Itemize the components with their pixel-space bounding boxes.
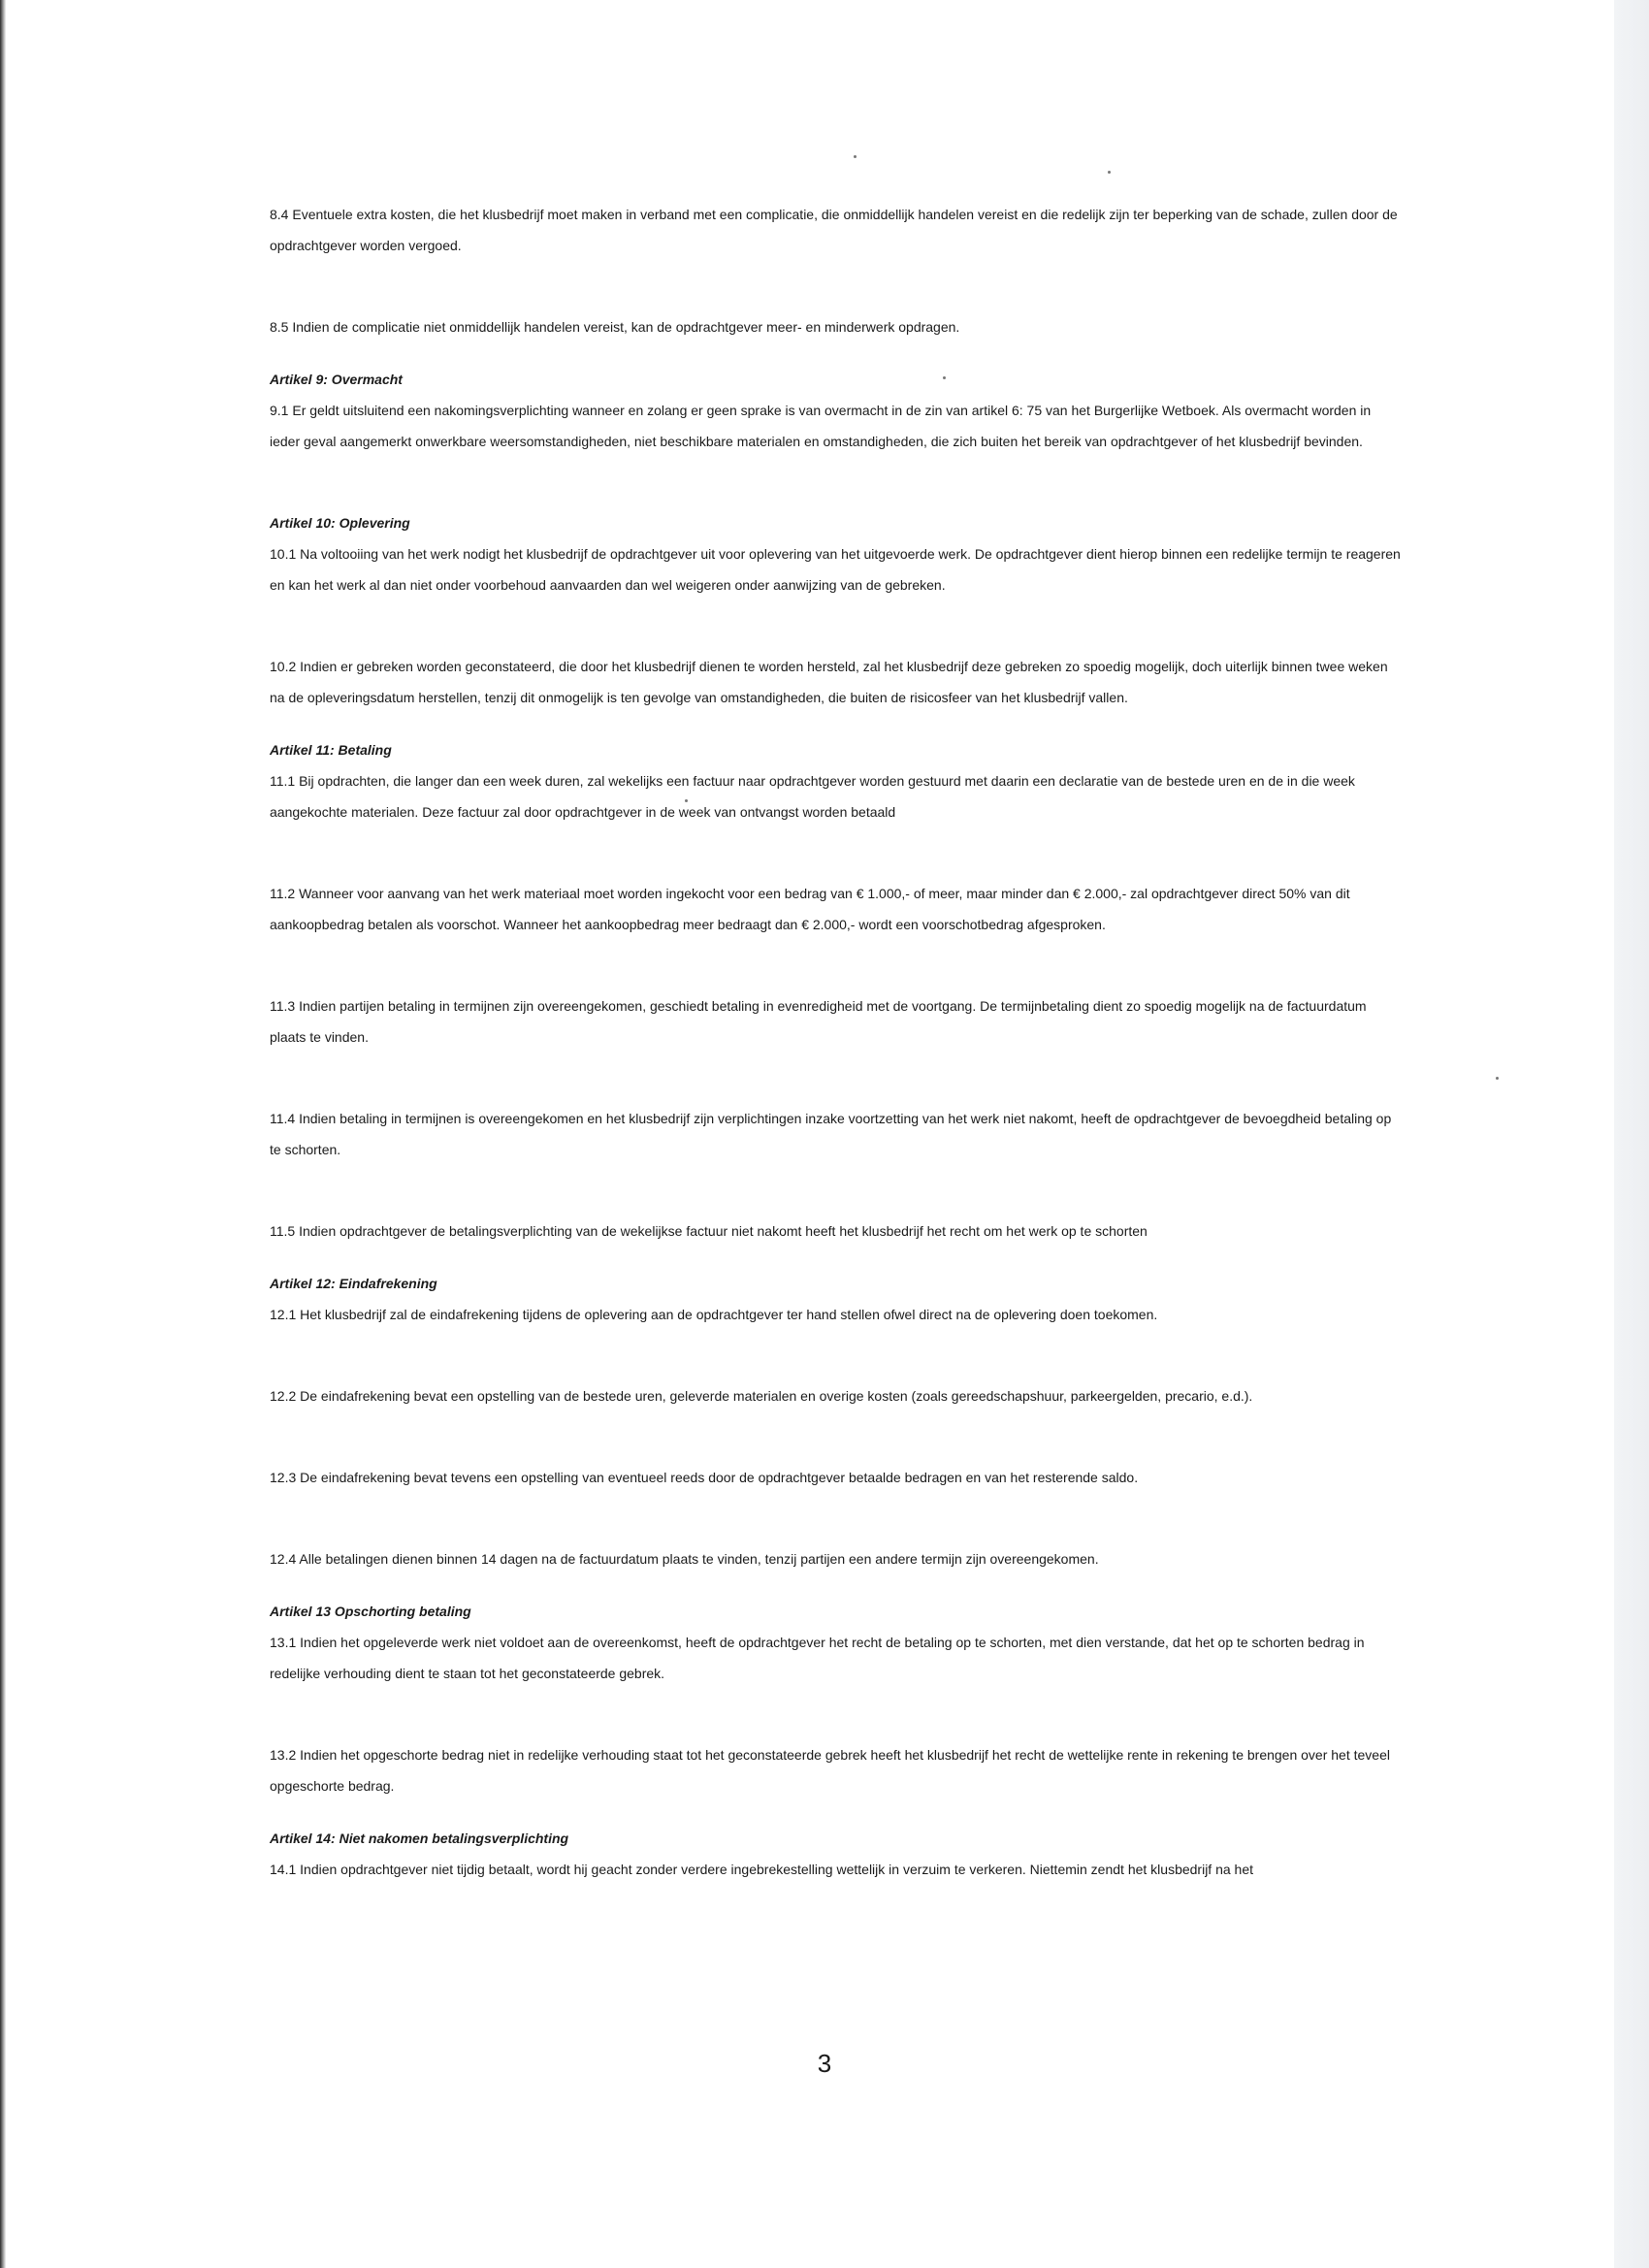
clause-12-3: 12.3 De eindafrekening bevat tevens een opstelling van eventueel reeds door de opdrachtgever betaalde bedragen en van het resterende saldo. [270, 1470, 1139, 1485]
clause-10-1: 10.1 Na voltooiing van het werk nodigt het klusbedrijf de opdrachtgever uit voor oplevering van het uitgevoerde werk. De opdrachtgever dient hierop binnen een redelijke termijn te reageren en kan het werk al dan niet onder voorbehoud aanvaarden dan wel weigeren onder aanwijzing van de gebreken. [270, 546, 1401, 593]
article-12-heading: Artikel 12: Eindafrekening [270, 1276, 437, 1291]
clause-12-1: 12.1 Het klusbedrijf zal de eindafrekening tijdens de oplevering aan de opdrachtgever ter hand stellen ofwel direct na de oplevering doen toekomen. [270, 1307, 1158, 1322]
clause-13-1: 13.1 Indien het opgeleverde werk niet voldoet aan de overeenkomst, heeft de opdrachtgever het recht de betaling op te schorten, met dien verstande, dat het op te schorten bedrag in redelijke verhouding dient te staan tot het geconstateerde gebrek. [270, 1635, 1365, 1681]
document-body [270, 199, 1405, 1885]
clause-11-1: 11.1 Bij opdrachten, die langer dan een week duren, zal wekelijks een factuur naar opdrachtgever worden gestuurd met daarin een declaratie van de bestede uren en de in die week aangekochte materialen. Deze factuur zal door opdrachtgever in de week van ontvangst worden betaald [270, 773, 1355, 820]
page-number: 3 [817, 2049, 832, 2078]
scan-speck [1108, 171, 1111, 174]
clause-11-3: 11.3 Indien partijen betaling in termijnen zijn overeengekomen, geschiedt betaling in evenredigheid met de voortgang. De termijnbetaling dient zo spoedig mogelijk na de factuurdatum plaats te vinden. [270, 998, 1367, 1045]
scan-edge-left [0, 0, 6, 2268]
article-9-heading: Artikel 9: Overmacht [270, 372, 403, 387]
clause-14-1: 14.1 Indien opdrachtgever niet tijdig betaalt, wordt hij geacht zonder verdere ingebrekestelling wettelijk in verzuim te verkeren. Niettemin zendt het klusbedrijf na het [270, 1862, 1254, 1877]
clause-10-2: 10.2 Indien er gebreken worden geconstateerd, die door het klusbedrijf dienen te worden hersteld, zal het klusbedrijf deze gebreken zo spoedig mogelijk, doch uiterlijk binnen twee weken na de opleveringsdatum herstellen, tenzij dit onmogelijk is ten gevolge van omstandigheden, die buiten de risicosfeer van het klusbedrijf vallen. [270, 659, 1388, 705]
clause-13-2: 13.2 Indien het opgeschorte bedrag niet in redelijke verhouding staat tot het geconstateerde gebrek heeft het klusbedrijf het recht de wettelijke rente in rekening te brengen over het teveel opgeschorte bedrag. [270, 1747, 1390, 1794]
scan-edge-right [1614, 0, 1649, 2268]
clause-12-4: 12.4 Alle betalingen dienen binnen 14 dagen na de factuurdatum plaats te vinden, tenzij partijen een andere termijn zijn overeengekomen. [270, 1551, 1099, 1567]
clause-11-2: 11.2 Wanneer voor aanvang van het werk materiaal moet worden ingekocht voor een bedrag van € 1.000,- of meer, maar minder dan € 2.000,- zal opdrachtgever direct 50% van dit aankoopbedrag betalen als voorschot. Wanneer het aankoopbedrag meer bedraagt dan € 2.000,- wordt een voorschotbedrag afgesproken. [270, 886, 1350, 932]
article-13-heading: Artikel 13 Opschorting betaling [270, 1604, 471, 1619]
clause-9-1: 9.1 Er geldt uitsluitend een nakomingsverplichting wanneer en zolang er geen sprake is van overmacht in de zin van artikel 6: 75 van het Burgerlijke Wetboek. Als overmacht worden in ieder geval aangemerkt onwerkbare weersomstandigheden, niet beschikbare materialen en omstandigheden, die zich buiten het bereik van opdrachtgever of het klusbedrijf bevinden. [270, 403, 1372, 449]
article-10-heading: Artikel 10: Oplevering [270, 515, 410, 531]
article-14-heading: Artikel 14: Niet nakomen betalingsverplichting [270, 1831, 569, 1846]
clause-11-5: 11.5 Indien opdrachtgever de betalingsverplichting van de wekelijkse factuur niet nakomt heeft het klusbedrijf het recht om het werk op te schorten [270, 1223, 1148, 1239]
clause-8-5: 8.5 Indien de complicatie niet onmiddellijk handelen vereist, kan de opdrachtgever meer- en minderwerk opdragen. [270, 319, 960, 335]
clause-8-4: 8.4 Eventuele extra kosten, die het klusbedrijf moet maken in verband met een complicatie, die onmiddellijk handelen vereist en die redelijk zijn ter beperking van de schade, zullen door de opdrachtgever worden vergoed. [270, 207, 1398, 253]
clause-12-2: 12.2 De eindafrekening bevat een opstelling van de bestede uren, geleverde materialen en overige kosten (zoals gereedschapshuur, parkeergelden, precario, e.d.). [270, 1388, 1253, 1404]
article-11-heading: Artikel 11: Betaling [270, 742, 392, 758]
clause-11-4: 11.4 Indien betaling in termijnen is overeengekomen en het klusbedrijf zijn verplichtingen inzake voortzetting van het werk niet nakomt, heeft de opdrachtgever de bevoegdheid betaling op te schorten. [270, 1111, 1392, 1157]
scan-speck [854, 155, 857, 158]
scan-speck [1496, 1077, 1499, 1080]
